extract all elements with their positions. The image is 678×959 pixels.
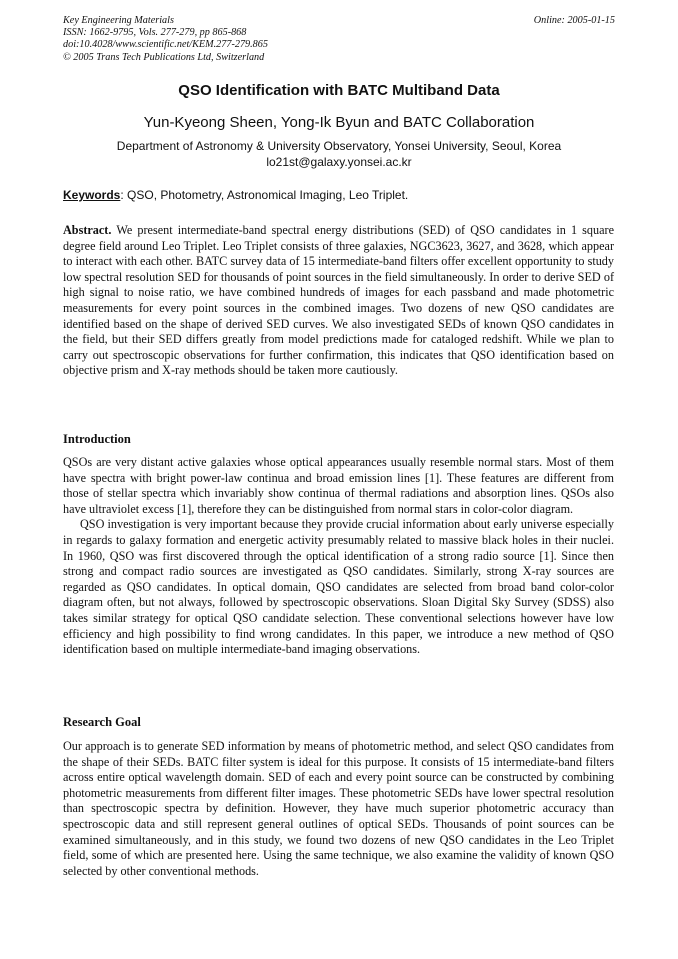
- author-email[interactable]: lo21st@galaxy.yonsei.ac.kr: [266, 155, 412, 169]
- affiliation: Department of Astronomy & University Observatory, Yonsei University, Seoul, Korea: [116, 139, 562, 153]
- issn-line: ISSN: 1662-9795, Vols. 277-279, pp 865-868: [63, 27, 247, 39]
- keywords-line: [63, 188, 615, 202]
- abstract-label: Abstract.: [63, 223, 112, 237]
- copyright-line: © 2005 Trans Tech Publications Ltd, Switzerland: [63, 51, 265, 63]
- affiliation-block: [0, 138, 678, 170]
- research-goal-heading: Research Goal: [63, 715, 141, 729]
- abstract: [63, 223, 614, 379]
- keywords-text: : QSO, Photometry, Astronomical Imaging, Leo Triplet.: [120, 188, 409, 202]
- abstract-text: We present intermediate-band spectral energy distributions (SED) of QSO candidates in 1 square degree field around Leo Triplet. Leo Triplet consists of three galaxies, NGC3623, 3627, and 3628, which appear to interact with each other. BATC survey data of 15 intermediate-band filters offer excellent opportunity to study low spectral resolution SED for thousands of point sources in the field simultaneously. In order to derive SED of high signal to noise ratio, we have combined hundreds of images for each passband and made photometric measurements for every point sources in the combined images. Two dozens of new QSO candidates are identified based on the shape of derived SED curves. We also investigated SEDs of known QSO candidates in the field, but their SED differs greatly from model predictions made for cataloged redshift. While we plan to carry out spectroscopic observations for further confirmation, this indicates that QSO identification based on objective prism and X-ray methods should be taken more cautiously.: [63, 223, 614, 378]
- author-list: Yun-Kyeong Sheen, Yong-Ik Byun and BATC Collaboration: [143, 114, 535, 131]
- goal-paragraph-1: Our approach is to generate SED information by means of photometric method, and select QSO candidates from the shape of their SEDs. BATC filter system is ideal for this purpose. It consists of 15 intermediate-band filters across entire optical wavelength domain. SED of each and every point source can be constructed by combining photometric measurements from different filter images. These photometric SEDs have lower spectral resolution than spectroscopic spectra by definition. However, they have much superior photometric accuracy than spectroscopic data and still represent general outlines of optical SEDs. Thousands of point sources can be examined simultaneously, and in this study, we found two dozens of new QSO candidates in the Leo Triplet field, some of which are presented here. Using the same technique, we also examine the validity of known QSO selected by other conventional methods.: [63, 739, 614, 878]
- journal-header: [63, 15, 615, 64]
- keywords-label: Keywords: [63, 188, 121, 202]
- paper-title: QSO Identification with BATC Multiband Data: [178, 82, 500, 99]
- introduction-section: [63, 455, 614, 658]
- online-date: Online: 2005-01-15: [533, 15, 615, 26]
- introduction-heading: Introduction: [63, 432, 131, 446]
- doi-line[interactable]: doi:10.4028/www.scientific.net/KEM.277-279.865: [63, 39, 268, 51]
- intro-paragraph-1: QSOs are very distant active galaxies whose optical appearances usually resemble normal stars. Most of them have spectra with bright power-law continua and broad emission lines [1]. These features are different from those of stellar spectra which invariably show continua of thermal radiations and absorption lines. QSOs also have ultraviolet excess [1], therefore they can be distinguished from normal stars in color-color diagram.: [63, 455, 614, 516]
- research-goal-section: [63, 739, 614, 879]
- journal-name: Key Engineering Materials: [63, 15, 174, 26]
- intro-paragraph-2: QSO investigation is very important because they provide crucial information about early universe especially in regards to galaxy formation and energetic activity presumably related to massive black holes in their nuclei. In 1960, QSO was first discovered through the optical identification of a strong radio source [1]. Since then strong and compact radio sources are investigated as QSO candidates. Similarly, strong X-ray sources are regarded as QSO candidates. In optical domain, QSO candidates are selected from broad band color-color diagram often, but not always, followed by spectroscopic observations. Sloan Digital Sky Survey (SDSS) also takes similar strategy for optical QSO candidate selection. These conventional selections however have low efficiency and high possibility to find wrong candidates. In this paper, we introduce a new method of QSO identification based on multiple intermediate-band imaging observations.: [63, 517, 614, 657]
